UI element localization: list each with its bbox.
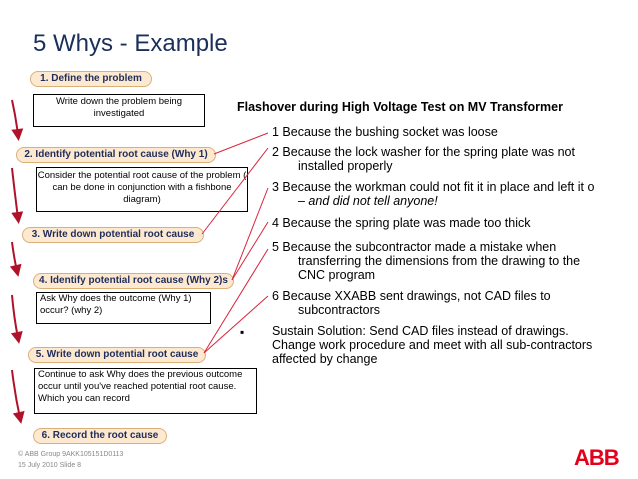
flow-arrow-3 xyxy=(12,242,17,271)
sustain-line-1: Sustain Solution: Send CAD files instead of drawings. xyxy=(272,324,569,338)
connector-why2 xyxy=(202,148,268,234)
sustain-bullet: ▪ xyxy=(240,325,245,339)
why-item-4 xyxy=(272,216,530,230)
example-heading: Flashover during High Voltage Test on MV Transformer xyxy=(237,100,563,114)
sustain-line-2: Change work procedure and meet with all sub-contractors xyxy=(272,338,593,352)
step-2-pill: 2. Identify potential root cause (Why 1) xyxy=(16,147,216,163)
sustain-line-3: affected by change xyxy=(272,352,378,366)
footer-date-slide: 15 July 2010 Slide 8 xyxy=(18,462,82,469)
why-6-cont: subcontractors xyxy=(298,303,380,317)
note-define-problem: Write down the problem being investigated xyxy=(33,94,205,127)
why-2-text: 2 Because the lock washer for the spring plate was not xyxy=(272,145,575,159)
step-3-pill: 3. Write down potential root cause xyxy=(22,227,204,243)
why-1-text: 1 Because the bushing socket was loose xyxy=(272,125,498,139)
note-consider-root-cause: Consider the potential root cause of the problem ( can be done in conjunction with a fishbone diagram) xyxy=(36,167,248,212)
footer-copyright: © ABB Group 9AKK105151D0113 xyxy=(18,451,124,458)
step-6-pill: 6. Record the root cause xyxy=(33,428,167,444)
why-5-text: 5 Because the subcontractor made a mistake when xyxy=(272,240,557,254)
slide-title: 5 Whys - Example xyxy=(33,30,228,57)
connector-why4 xyxy=(232,222,268,280)
flow-arrow-2 xyxy=(12,168,18,218)
why-4-text: 4 Because the spring plate was made too thick xyxy=(272,216,531,230)
why-3-cont: – and did not tell anyone! xyxy=(298,194,438,208)
sustain-solution xyxy=(272,324,592,366)
connector-why5 xyxy=(204,249,268,353)
why-item-3 xyxy=(272,180,594,208)
flow-arrow-5 xyxy=(12,370,20,418)
step-1-pill: 1. Define the problem xyxy=(30,71,152,87)
step-5-pill: 5. Write down potential root cause xyxy=(28,347,206,363)
note-continue-asking: Continue to ask Why does the previous outcome occur until you've reached potential root cause. Which you can record xyxy=(34,368,257,414)
flow-arrow-4 xyxy=(12,295,18,338)
abb-logo: ABB xyxy=(574,445,619,470)
why-6-text: 6 Because XXABB sent drawings, not CAD files to xyxy=(272,289,551,303)
connector-why1 xyxy=(214,133,268,154)
step-4-pill: 4. Identify potential root cause (Why 2)s xyxy=(33,273,234,289)
why-5-cont2: CNC program xyxy=(298,268,376,282)
why-2-cont: installed properly xyxy=(298,159,393,173)
connector-why6 xyxy=(204,296,268,353)
why-3-text: 3 Because the workman could not fit it in place and left it o xyxy=(272,180,595,194)
connector-why3 xyxy=(232,188,268,280)
why-5-cont: transferring the dimensions from the drawing to the xyxy=(298,254,581,268)
note-ask-why: Ask Why does the outcome (Why 1) occur? (why 2) xyxy=(36,292,211,324)
why-item-2 xyxy=(272,145,575,173)
why-item-5 xyxy=(272,240,580,282)
flow-arrow-1 xyxy=(12,100,18,135)
why-item-1 xyxy=(272,125,498,139)
why-item-6 xyxy=(272,289,551,317)
